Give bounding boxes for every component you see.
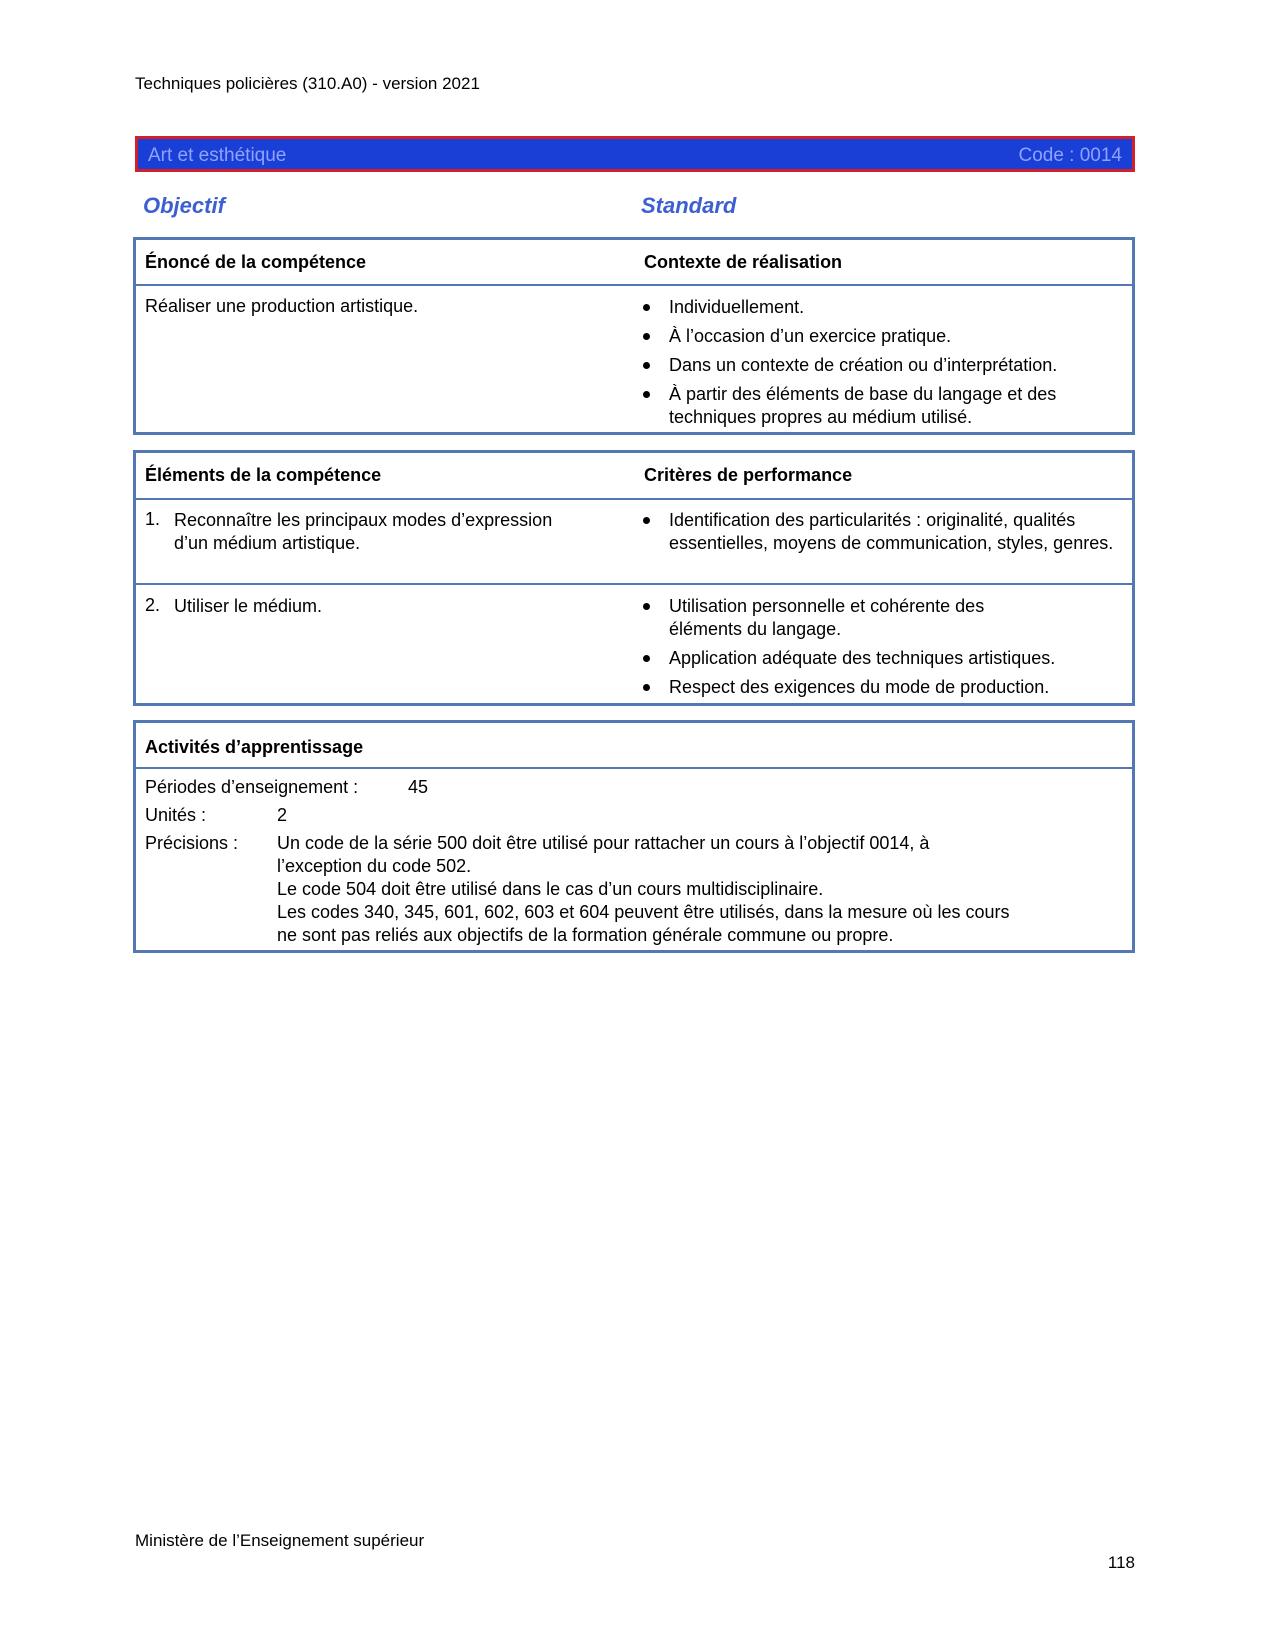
list-item: Respect des exigences du mode de production. — [640, 676, 1110, 699]
competence-box — [133, 237, 1135, 435]
list-item: Utilisation personnelle et cohérente des éléments du langage. — [640, 595, 1049, 641]
activites-header: Activités d’apprentissage — [145, 737, 364, 757]
periodes-label: Périodes d’enseignement : — [145, 777, 359, 797]
divider — [136, 498, 1132, 500]
list-item: À l’occasion d’un exercice pratique. — [640, 325, 1110, 348]
unites-value: 2 — [277, 805, 288, 825]
element-number: 1. — [145, 509, 161, 529]
enonce-text: Réaliser une production artistique. — [145, 296, 419, 316]
list-item: À partir des éléments de base du langage et des techniques propres au médium utilisé. — [640, 383, 1110, 429]
page-number: 118 — [1107, 1553, 1135, 1572]
footer-ministry: Ministère de l’Enseignement supérieur — [135, 1531, 425, 1550]
unites-label: Unités : — [145, 805, 207, 825]
running-header: Techniques policières (310.A0) - version 2021 — [135, 74, 480, 93]
criteria-list — [640, 509, 1115, 555]
title-bar — [135, 136, 1135, 172]
precisions-text: Un code de la série 500 doit être utilisé pour rattacher un cours à l’objectif 0014, à l’exception du code 502. Le code 504 doit être utilisé dans le cas d’un cours multidisciplinaire. Les codes 340, 345, 601, 602, 603 et 604 peuvent être utilisés, dans la mesure où les cours ne sont pas reliés aux objectifs de la formation générale commune ou propre. — [277, 833, 1010, 945]
element-number: 2. — [145, 595, 161, 615]
divider — [136, 583, 1132, 585]
elements-header: Éléments de la compétence — [145, 465, 382, 485]
element-text: Reconnaître les principaux modes d’expression d’un médium artistique. — [174, 510, 553, 553]
title-bar-subject: Art et esthétique — [148, 145, 287, 166]
enonce-header: Énoncé de la compétence — [145, 252, 367, 272]
standard-label: Standard — [641, 193, 737, 218]
contexte-header: Contexte de réalisation — [644, 252, 843, 272]
precisions-label: Précisions : — [145, 833, 239, 853]
criteria-list — [640, 595, 1110, 699]
list-item: Dans un contexte de création ou d’interprétation. — [640, 354, 1110, 377]
contexte-list — [640, 296, 1110, 429]
activites-box — [133, 720, 1135, 953]
divider — [136, 767, 1132, 769]
criteres-header: Critères de performance — [644, 465, 853, 485]
divider — [136, 284, 1132, 286]
elements-box — [133, 450, 1135, 706]
list-item: Application adéquate des techniques artistiques. — [640, 647, 1110, 670]
list-item: Identification des particularités : originalité, qualités essentielles, moyens de communication, styles, genres. — [640, 509, 1115, 555]
title-bar-code: Code : 0014 — [1018, 145, 1122, 166]
periodes-value: 45 — [408, 777, 429, 797]
list-item: Individuellement. — [640, 296, 1110, 319]
objectif-label: Objectif — [143, 193, 225, 218]
element-text: Utiliser le médium. — [174, 596, 323, 616]
